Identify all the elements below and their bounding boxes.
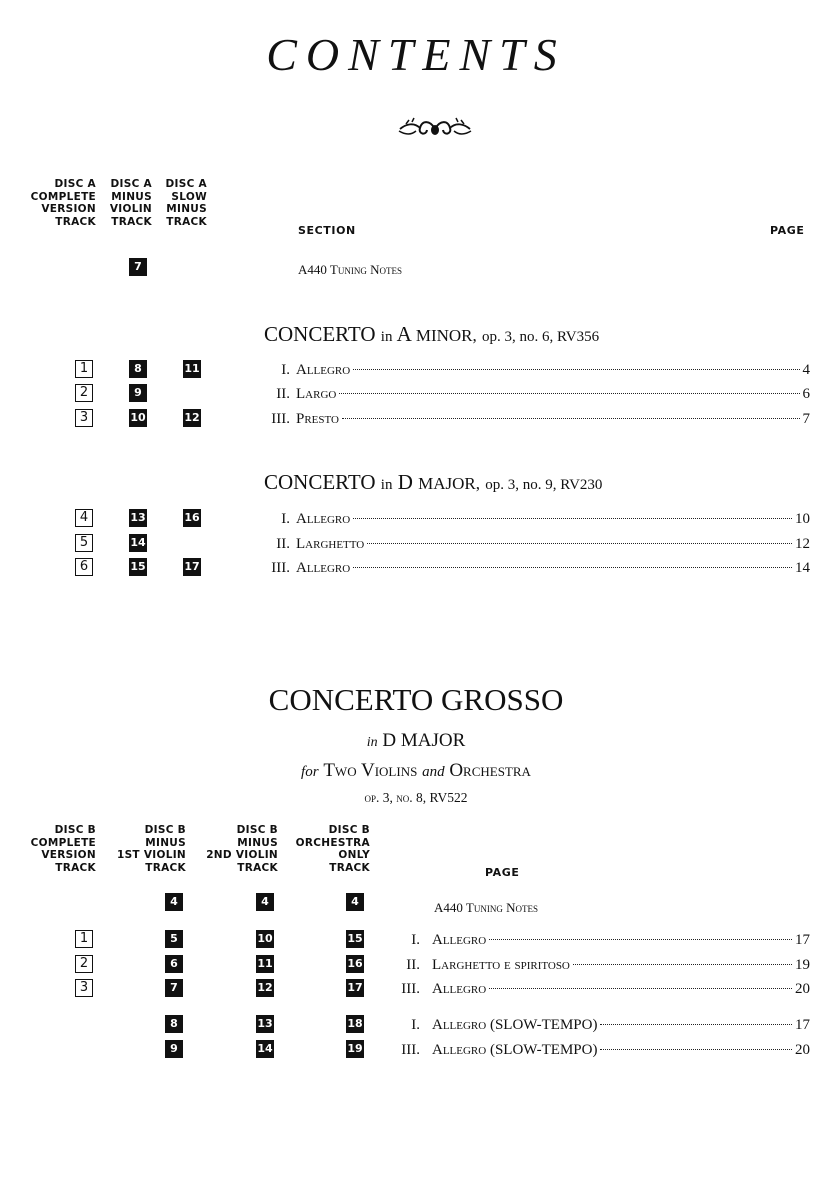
- toc-entry[interactable]: I. Allegro 4: [281, 362, 810, 378]
- orchestra-track: 18: [346, 1015, 364, 1033]
- orchestra-track: 19: [346, 1040, 364, 1058]
- tuning-track: 7: [129, 258, 147, 276]
- minus-track: 14: [129, 534, 147, 552]
- complete-track: 2: [75, 384, 93, 402]
- minus-2nd-track: 13: [256, 1015, 274, 1033]
- complete-track: 5: [75, 534, 93, 552]
- complete-track: 4: [75, 509, 93, 527]
- section-label: SECTION: [298, 224, 356, 237]
- minus-2nd-track: 10: [256, 930, 274, 948]
- toc-entry[interactable]: III. Presto 7: [271, 411, 810, 427]
- page-label: PAGE: [770, 224, 805, 237]
- minus-track: 13: [129, 509, 147, 527]
- minus-1st-track: 6: [165, 955, 183, 973]
- minus-1st-track: 7: [165, 979, 183, 997]
- page-label: PAGE: [485, 866, 520, 879]
- tuning-label: A440 Tuning Notes: [298, 262, 402, 277]
- slow-track: 16: [183, 509, 201, 527]
- minus-track: 9: [129, 384, 147, 402]
- complete-track: 6: [75, 558, 93, 576]
- concerto-d-major-title: CONCERTO in D MAJOR, op. 3, no. 9, RV230: [264, 470, 603, 494]
- concerto-a-minor-title: CONCERTO in A MINOR, op. 3, no. 6, RV356: [264, 322, 600, 346]
- col-disc-a-slow: DISC A SLOW MINUS TRACK: [165, 178, 207, 228]
- minus-2nd-track: 14: [256, 1040, 274, 1058]
- minus-2nd-track: 11: [256, 955, 274, 973]
- complete-track: 2: [75, 955, 93, 973]
- toc-entry[interactable]: III. Allegro 20: [401, 981, 810, 997]
- slow-track: 12: [183, 409, 201, 427]
- toc-entry[interactable]: II. Larghetto e spiritoso 19: [406, 957, 810, 973]
- col-disc-b-minus-1st: DISC B MINUS 1ST VIOLIN TRACK: [116, 824, 186, 874]
- slow-track: 17: [183, 558, 201, 576]
- ornament-divider: [396, 116, 474, 142]
- tuning-track: 4: [256, 893, 274, 911]
- orchestra-track: 17: [346, 979, 364, 997]
- col-disc-a-minus: DISC A MINUS VIOLIN TRACK: [109, 178, 152, 228]
- toc-entry[interactable]: I. Allegro 10: [281, 511, 810, 527]
- concerto-grosso-title: CONCERTO GROSSO: [268, 682, 564, 717]
- tuning-track: 4: [346, 893, 364, 911]
- page-title: CONTENTS: [266, 29, 566, 80]
- minus-1st-track: 9: [165, 1040, 183, 1058]
- concerto-grosso-instrumentation: for Two Violins and Orchestra: [301, 760, 531, 781]
- minus-track: 10: [129, 409, 147, 427]
- toc-entry[interactable]: III. Allegro (SLOW-TEMPO) 20: [401, 1042, 810, 1058]
- toc-entry[interactable]: II. Larghetto 12: [276, 536, 810, 552]
- slow-track: 11: [183, 360, 201, 378]
- orchestra-track: 15: [346, 930, 364, 948]
- concerto-grosso-key: in D MAJOR: [366, 730, 466, 751]
- complete-track: 1: [75, 360, 93, 378]
- complete-track: 3: [75, 409, 93, 427]
- tuning-track: 4: [165, 893, 183, 911]
- col-disc-b-orchestra: DISC B ORCHESTRA ONLY TRACK: [295, 824, 370, 874]
- col-disc-b-minus-2nd: DISC B MINUS 2ND VIOLIN TRACK: [206, 824, 278, 874]
- tuning-label: A440 Tuning Notes: [434, 900, 538, 915]
- minus-track: 15: [129, 558, 147, 576]
- orchestra-track: 16: [346, 955, 364, 973]
- col-disc-a-complete: DISC A COMPLETE VERSION TRACK: [30, 178, 96, 228]
- minus-track: 8: [129, 360, 147, 378]
- minus-1st-track: 5: [165, 930, 183, 948]
- col-disc-b-complete: DISC B COMPLETE VERSION TRACK: [30, 824, 96, 874]
- toc-entry[interactable]: I. Allegro 17: [411, 932, 810, 948]
- concerto-grosso-opus: op. 3, no. 8, RV522: [364, 790, 468, 805]
- complete-track: 1: [75, 930, 93, 948]
- complete-track: 3: [75, 979, 93, 997]
- minus-1st-track: 8: [165, 1015, 183, 1033]
- toc-entry[interactable]: I. Allegro (SLOW-TEMPO) 17: [411, 1017, 810, 1033]
- minus-2nd-track: 12: [256, 979, 274, 997]
- toc-entry[interactable]: III. Allegro 14: [271, 560, 810, 576]
- toc-entry[interactable]: II. Largo 6: [276, 386, 810, 402]
